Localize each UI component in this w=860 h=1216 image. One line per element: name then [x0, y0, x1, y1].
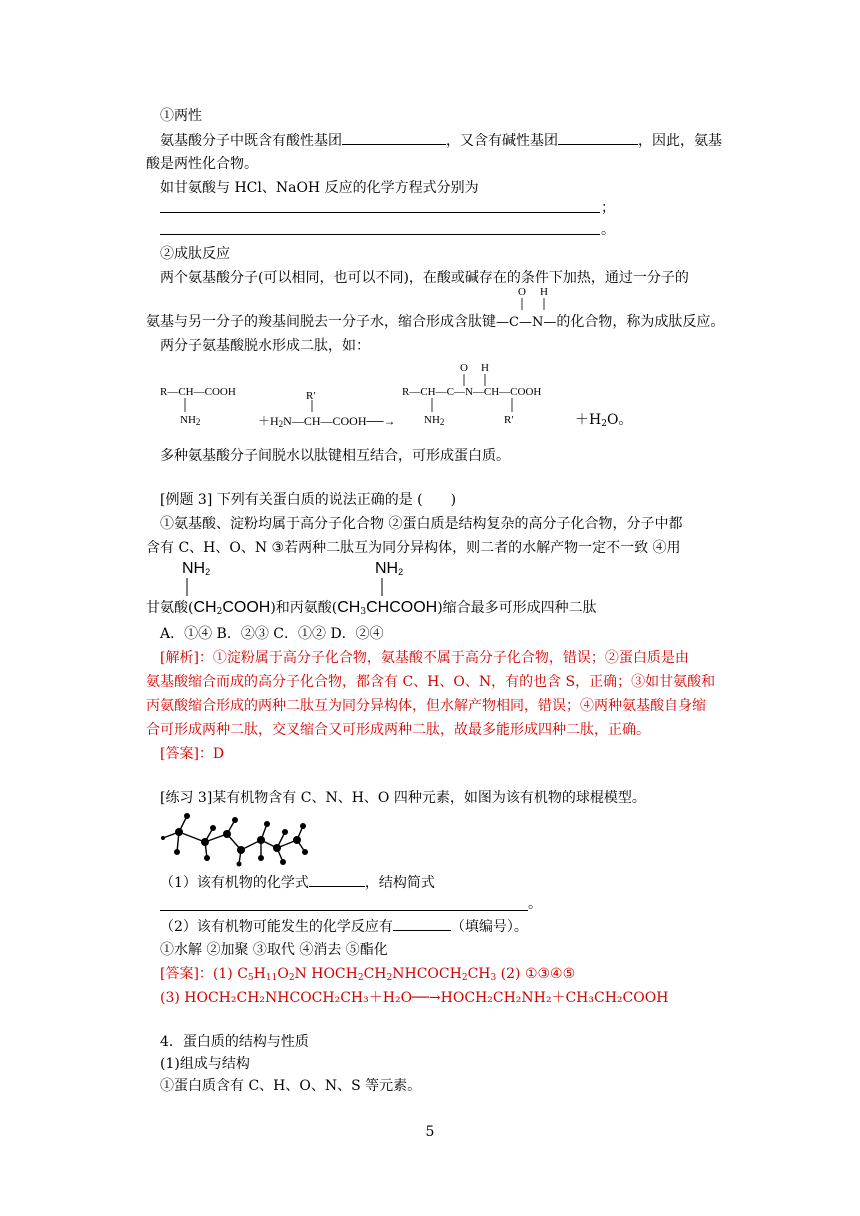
product-O: O	[460, 362, 468, 374]
peptide-H: H	[540, 286, 548, 298]
gly-nh2: $NH_2$	[182, 560, 211, 577]
ball-stick-model	[155, 808, 315, 870]
exercise-title: [练习 3]某有机物含有 C、N、H、O 四种元素，如图为该有机物的球棍模型。	[160, 790, 646, 806]
question-1: （1）该有机物的化学式 ，结构简式	[160, 872, 435, 893]
heading-peptide: ②成肽反应	[160, 246, 230, 262]
analysis-line: 合可形成两种二肽，交叉缩合又可形成两种二肽，故最多能形成四种二肽，正确。	[146, 722, 650, 738]
analysis-line: 丙氨酸缩合形成的两种二肽互为同分异构体，但水解产物相同，错误；④两种氨基酸自身缩	[146, 698, 706, 714]
bond	[374, 578, 394, 598]
reactant-1: R—CH—COOH	[160, 386, 236, 398]
reactant-1-nh2: $NH_2$	[180, 414, 201, 427]
choices: ①水解 ②加聚 ③取代 ④消去 ⑤酯化	[160, 942, 388, 958]
text-line: 酸是两性化合物。	[146, 156, 258, 172]
product-nh2: $NH_2$	[424, 414, 445, 427]
text-line: ①蛋白质含有 C、H、O、N、S 等元素。	[160, 1078, 422, 1094]
reactant-2: $+H_2N—CH—COOH──\to$	[258, 414, 396, 429]
text-line: 。	[601, 222, 615, 238]
analysis-line: 氨基酸缩合而成的高分子化合物，都含有 C、H、O、N，有的也含 S，正确；③如甘氨酸和	[146, 674, 716, 690]
subheading: (1)组成与结构	[160, 1056, 250, 1072]
text-line: ①氨基酸、淀粉均属于高分子化合物 ②蛋白质是结构复杂的高分子化合物，分子中都	[160, 516, 683, 532]
text-line: 甘氨酸$(CH_2COOH)$和丙氨酸$(CH_3CHCOOH)$缩合最多可形成四种二肽	[146, 599, 597, 617]
text-line: 。	[528, 896, 542, 912]
options: A．①④ B．②③ C．①② D．②④	[160, 626, 384, 642]
text-line: 氨基酸分子中既含有酸性基团 ，又含有碱性基团 ，因此，氨基	[160, 130, 722, 151]
product: R—CH—C—N—CH—COOH	[402, 386, 542, 398]
text-line: 两分子氨基酸脱水形成二肽，如：	[160, 338, 370, 354]
ala-nh2: $NH_2$	[375, 560, 404, 577]
bond	[420, 398, 540, 414]
reactant-2-rprime: R′	[306, 390, 316, 402]
section-4-title: 4．蛋白质的结构与性质	[160, 1034, 309, 1050]
peptide-O: O	[518, 286, 526, 298]
product-H: H	[481, 362, 489, 374]
product-rprime: R′	[504, 414, 514, 426]
answer-2: (3) HOCH₂CH₂NHCOCH₂CH₃＋H₂O──→HOCH₂CH₂NH₂＋CH₃CH₂COOH	[160, 990, 669, 1006]
text-line: 氨基与另一分子的羧基间脱去一分子水，缩合形成含肽键—C—N—的化合物，称为成肽反应。	[146, 314, 725, 330]
question-2: （2）该有机物可能发生的化学反应有 （填编号）。	[160, 916, 528, 937]
text-line: ；	[601, 200, 615, 216]
text-line: 含有 C、H、O、N ③若两种二肽互为同分异构体，则二者的水解产物一定不一致 ④用	[146, 540, 681, 556]
bond	[180, 578, 200, 598]
analysis-line: [解析]：①淀粉属于高分子化合物，氨基酸不属于高分子化合物，错误；②蛋白质是由	[160, 650, 689, 666]
answer: [答案]：D	[160, 746, 225, 762]
text-line: 两个氨基酸分子(可以相同，也可以不同)，在酸或碱存在的条件下加热，通过一分子的	[160, 270, 689, 286]
bond	[160, 398, 200, 414]
example-title: [例题 3] 下列有关蛋白质的说法正确的是 ( )	[160, 492, 457, 508]
answer-1: [答案]：(1) $C_5H_{11}O_2N$ $HOCH_2CH_2NHCOCH_2CH_3$ (2) ①③④⑤	[160, 966, 576, 983]
peptide-bonds	[518, 298, 558, 312]
text-line: 如甘氨酸与 HCl、NaOH 反应的化学方程式分别为	[160, 180, 479, 196]
text-line: 多种氨基酸分子间脱水以肽键相互结合，可形成蛋白质。	[160, 448, 510, 464]
heading-amphoteric: ①两性	[160, 108, 202, 124]
water: $+H_2O$。	[575, 412, 633, 429]
page-number: 5	[425, 1124, 435, 1140]
